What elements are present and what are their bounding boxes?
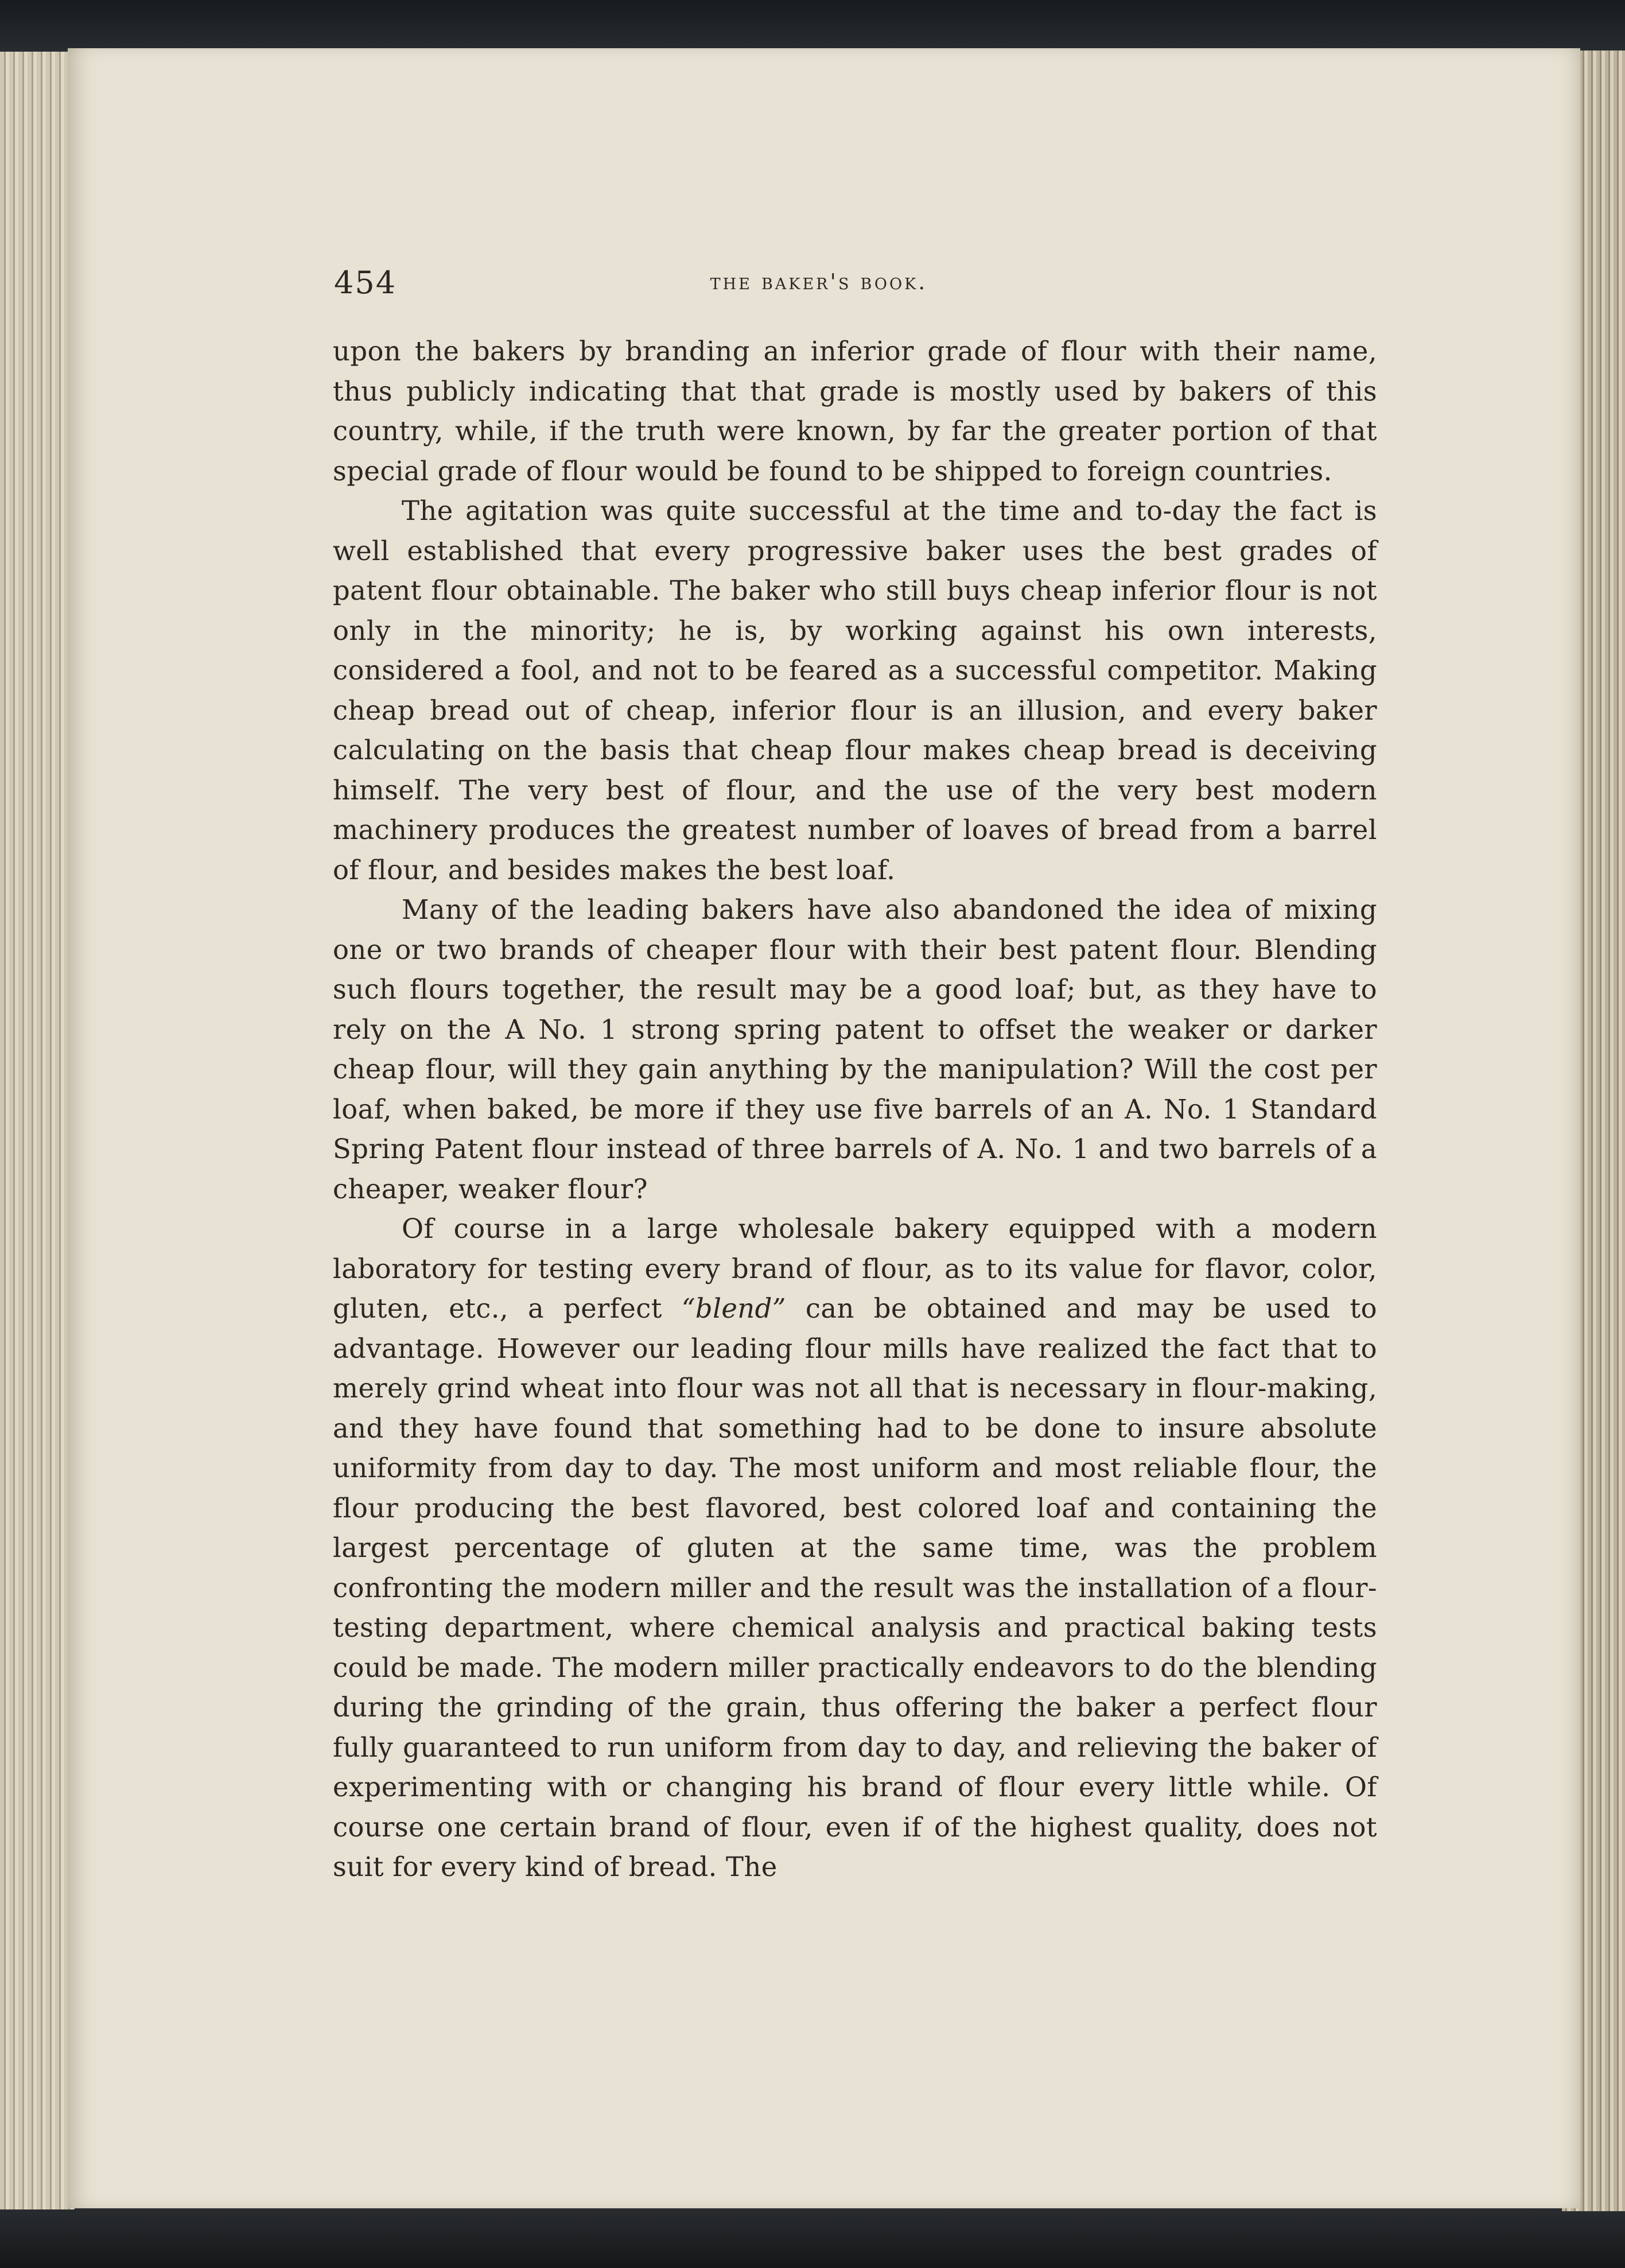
page-header (265, 261, 1373, 313)
paragraph: The agitation was quite successful at the time and to-day the fact is well established that every progressive baker uses the best grades of patent flour obtainable. The baker who still buys cheap inferior flour is not only in the minority; he is, by working against his own interests, considered a fool, and not to be feared as a successful competitor. Making cheap bread out of cheap, inferior flour is an illusion, and every baker calculating on the basis that cheap flour makes cheap bread is deceiving himself. The very best of flour, and the use of the very best modern machinery produces the greatest number of loaves of bread from a barrel of flour, and besides makes the best loaf. (333, 495, 1377, 886)
running-title: the baker's book. (710, 269, 928, 294)
paragraph: Many of the leading bakers have also abandoned the idea of mixing one or two brands of cheaper flour with their best patent flour. Blending such flours together, the result may be a good loaf; but, as they have to rely on the A No. 1 strong spring patent to offset the weaker or darker cheap flour, will they gain anything by the manipulation? Will the cost per loaf, when baked, be more if they use five barrels of an A. No. 1 Standard Spring Patent flour instead of three barrels of A. No. 1 and two barrels of a cheaper, weaker flour? (333, 894, 1377, 1205)
page-edges-left (0, 52, 75, 2209)
paragraph: upon the bakers by branding an inferior grade of flour with their name, thus publicly indicating that that grade is mostly used by bakers of this country, while, if the truth were known, by far the greater portion of that special grade of flour would be found to be shipped to foreign countries. (333, 336, 1377, 487)
emphasized-word: “blend” (681, 1293, 786, 1324)
paragraph (333, 1209, 1377, 1888)
page-number: 454 (334, 265, 397, 301)
paragraph-text: Of course in a large wholesale bakery equipped with a modern laboratory for testing every brand of flour, as to its value for flavor, color, gluten, etc., a perfect (333, 1213, 1377, 1324)
body-text (333, 332, 1377, 1888)
paragraph-text: can be obtained and may be used to advantage. However our leading flour mills have realized the fact that to merely grind wheat into flour was not all that is necessary in flour-making, and they have found that something had to be done to insure absolute uniformity from day to day. The most uniform and most reliable flour, the flour producing the best flavored, best colored loaf and containing the largest percentage of gluten at the same time, was the problem confronting the modern miller and the result was the installation of a flour-testing department, where chemical analysis and practical baking tests could be made. The modern miller practically endeavors to do the blending during the grinding of the grain, thus offering the baker a perfect flour fully guaranteed to run uniform from day to day, and relieving the baker of experimenting with or changing his brand of flour every little while. Of course one certain brand of flour, even if of the highest quality, does not suit for every kind of bread. The (333, 1293, 1378, 1882)
book-cover-bottom (0, 2207, 1625, 2268)
